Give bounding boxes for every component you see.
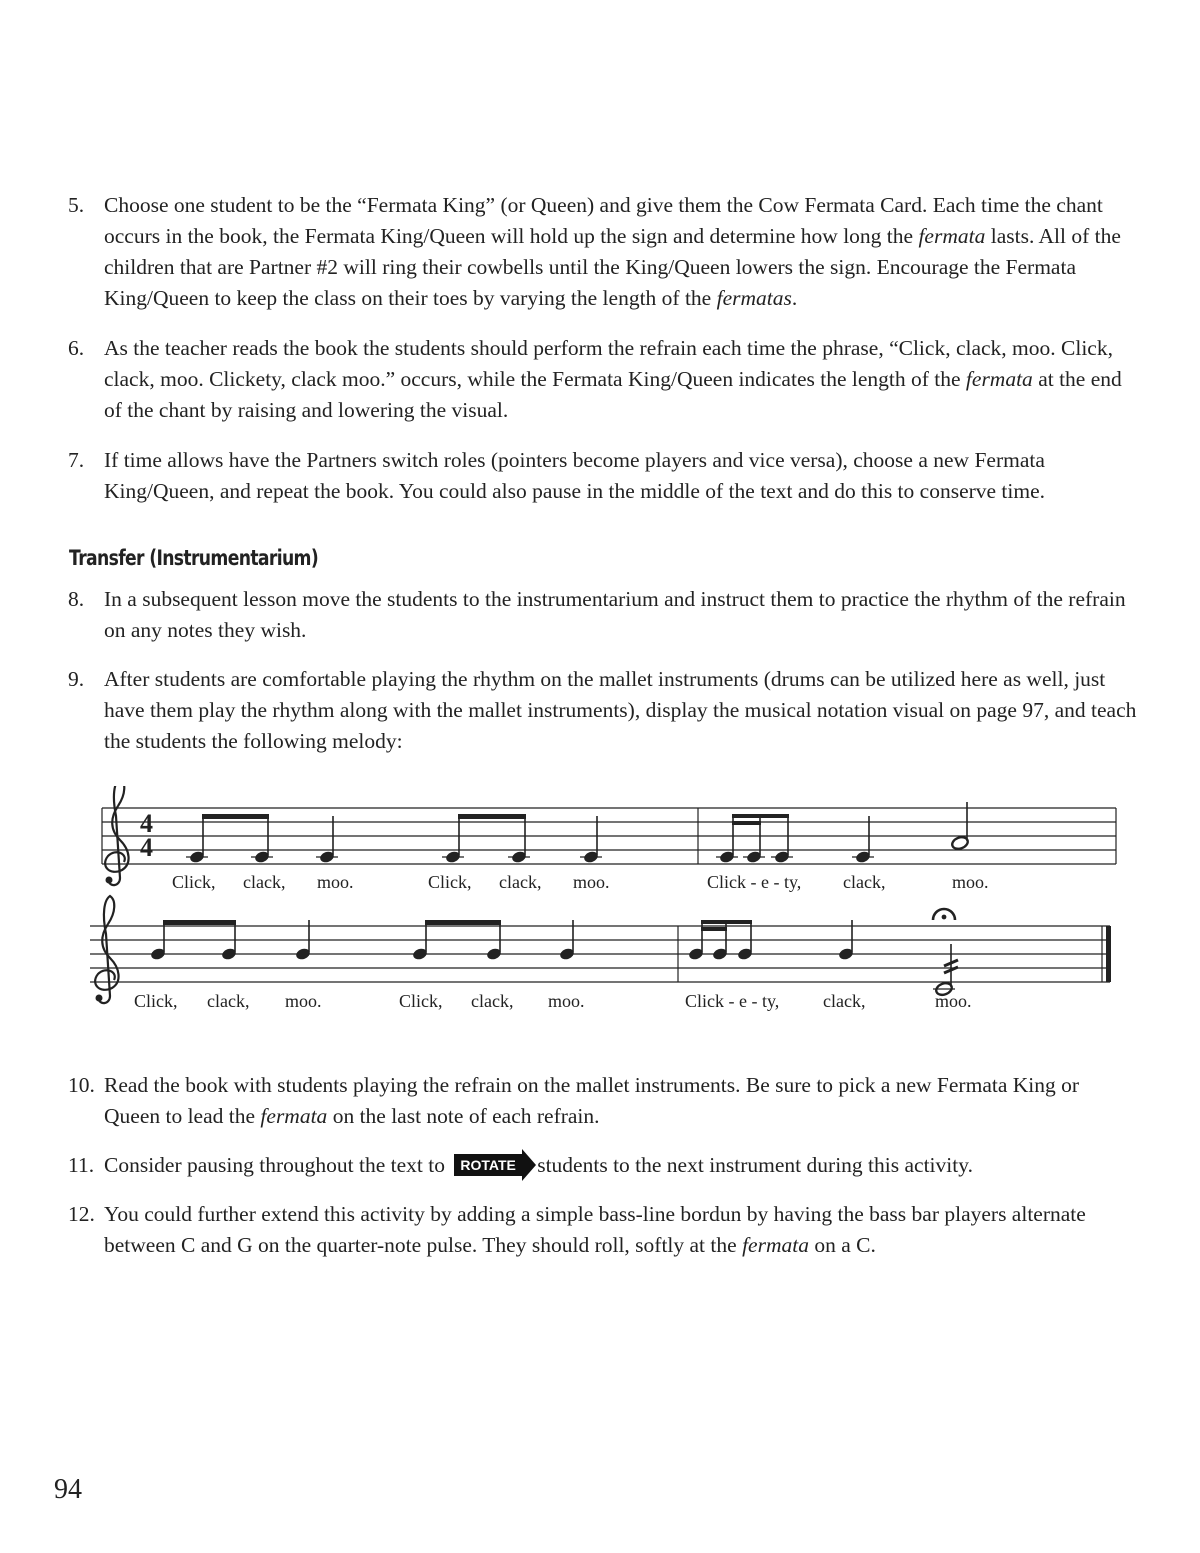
svg-text:clack,: clack, xyxy=(243,872,286,892)
svg-text:moo.: moo. xyxy=(952,872,989,892)
item-number: 11. xyxy=(68,1153,95,1177)
item-number: 12. xyxy=(68,1202,95,1226)
lyrics-line-2 xyxy=(134,991,972,1011)
svg-text:moo.: moo. xyxy=(285,991,322,1011)
svg-text:Click,: Click, xyxy=(172,872,216,892)
item-number: 5. xyxy=(68,193,85,217)
svg-text:moo.: moo. xyxy=(317,872,354,892)
list-item-6 xyxy=(68,333,1140,426)
list-item-7 xyxy=(68,445,1140,507)
list-item-8 xyxy=(68,584,1140,646)
item-text: Choose one student to be the “Fermata King” (or Queen) and give them the Cow Fermata Card. Each time the chant occurs in the book, the Fermata King/Queen will hold up the sign and determine how long the fermata lasts. All of the children that are Partner #2 will ring their cowbells until the King/Queen lowers the sign. Encourage the Fermata King/Queen to keep the class on their toes by varying the length of the fermatas. xyxy=(104,193,1121,310)
fermata-icon xyxy=(933,909,955,920)
staff-system-1 xyxy=(102,786,1116,892)
list-item-11 xyxy=(68,1150,1140,1181)
item-text: You could further extend this activity by adding a simple bass-line bordun by having the bass bar players alternate between C and G on the quarter-note pulse. They should roll, softly at the fermata on a C. xyxy=(104,1202,1086,1257)
item-text: Read the book with students playing the refrain on the mallet instruments. Be sure to pick a new Fermata King or Queen to lead the fermata on the last note of each refrain. xyxy=(104,1073,1080,1128)
item-number: 6. xyxy=(68,336,85,360)
item-number: 10. xyxy=(68,1073,95,1097)
list-item-10 xyxy=(68,1070,1140,1132)
item-text: As the teacher reads the book the students should perform the refrain each time the phrase, “Click, clack, moo. Click, clack, moo. Clickety, clack moo.” occurs, while the Fermata King/Queen indicates the length of the fermata at the end of the chant by raising and lowering the visual. xyxy=(104,336,1122,422)
instruction-list-2 xyxy=(68,584,1140,775)
svg-text:Click,: Click, xyxy=(399,991,443,1011)
item-text: After students are comfortable playing the rhythm on the mallet instruments (drums can be utilized here as well, just have them play the rhythm along with the mallet instruments), display the musical notation visual on page 97, and teach the students the following melody: xyxy=(104,667,1137,753)
item-text: Consider pausing throughout the text to ROTATE students to the next instrument during this activity. xyxy=(104,1153,973,1177)
music-notation xyxy=(90,786,1130,1026)
svg-text:clack,: clack, xyxy=(499,872,542,892)
item-number: 9. xyxy=(68,667,85,691)
lyrics-line-1 xyxy=(172,872,989,892)
svg-text:Click - e - ty,: Click - e - ty, xyxy=(685,991,780,1011)
instruction-list-1 xyxy=(68,190,1140,526)
svg-text:moo.: moo. xyxy=(573,872,610,892)
svg-text:moo.: moo. xyxy=(935,991,972,1011)
list-item-12 xyxy=(68,1199,1140,1261)
item-number: 8. xyxy=(68,587,85,611)
time-signature-bottom: 4 xyxy=(140,833,153,862)
svg-text:clack,: clack, xyxy=(843,872,886,892)
treble-clef-icon xyxy=(95,896,118,1003)
svg-text:moo.: moo. xyxy=(548,991,585,1011)
time-signature-top: 4 xyxy=(140,809,153,838)
svg-text:clack,: clack, xyxy=(471,991,514,1011)
svg-text:Click - e - ty,: Click - e - ty, xyxy=(707,872,802,892)
list-item-9 xyxy=(68,664,1140,757)
svg-text:clack,: clack, xyxy=(207,991,250,1011)
item-number: 7. xyxy=(68,448,85,472)
rotate-arrow-icon: ROTATE xyxy=(454,1154,521,1176)
svg-text:Click,: Click, xyxy=(428,872,472,892)
measure-2 xyxy=(716,802,969,864)
svg-text:Click,: Click, xyxy=(134,991,178,1011)
measure-4 xyxy=(688,909,958,997)
item-text: In a subsequent lesson move the students to the instrumentarium and instruct them to practice the rhythm of the refrain on any notes they wish. xyxy=(104,587,1126,642)
svg-text:clack,: clack, xyxy=(823,991,866,1011)
list-item-5 xyxy=(68,190,1140,314)
final-barline xyxy=(1106,926,1111,982)
staff-system-2 xyxy=(90,896,1111,1011)
section-heading: Transfer (Instrumentarium) xyxy=(69,546,319,570)
page-number: 94 xyxy=(54,1474,82,1505)
instruction-list-3 xyxy=(68,1070,1140,1279)
item-text: If time allows have the Partners switch roles (pointers become players and vice versa), choose a new Fermata King/Queen, and repeat the book. You could also pause in the middle of the text and do this to conserve time. xyxy=(104,448,1046,503)
